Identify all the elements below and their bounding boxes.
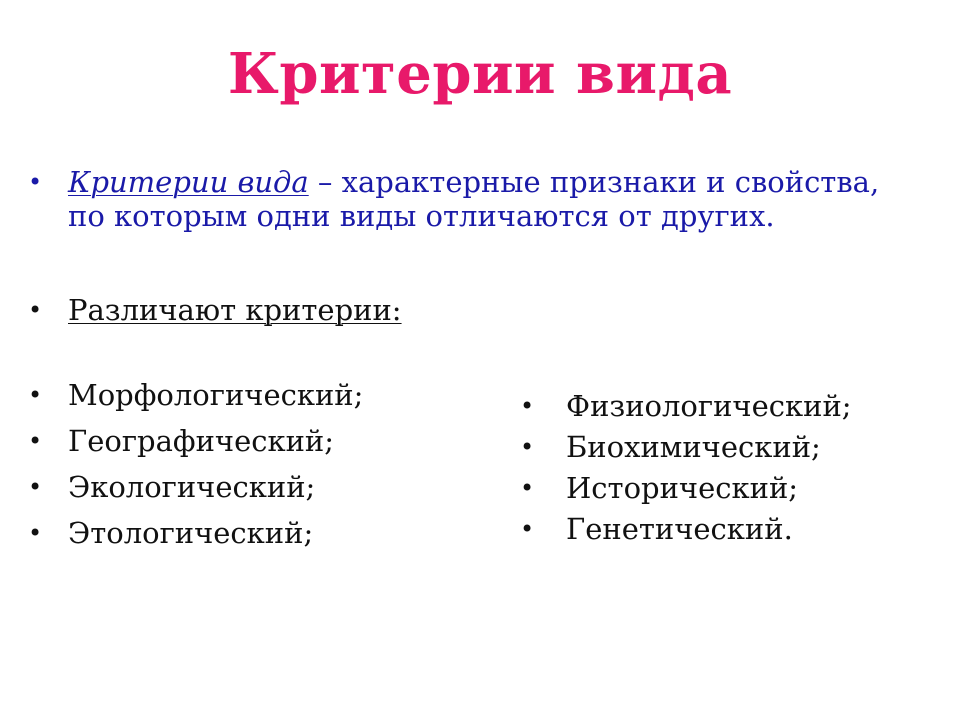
criterion-label: Морфологический; — [68, 378, 364, 412]
list-item — [28, 424, 468, 470]
criterion-label: Этологический; — [68, 516, 314, 550]
bullet-dot: • — [28, 427, 43, 455]
intro-text: Различают критерии: — [68, 293, 402, 327]
criteria-list-left — [28, 378, 468, 562]
definition-text — [68, 165, 908, 233]
list-item — [28, 378, 468, 424]
list-item — [520, 389, 920, 430]
criterion-label: Генетический. — [566, 512, 793, 546]
bullet-dot: • — [520, 474, 535, 502]
criterion-label: Исторический; — [566, 471, 799, 505]
bullet-dot: • — [28, 473, 43, 501]
criteria-list-right — [520, 389, 920, 553]
list-item — [28, 470, 468, 516]
list-item — [520, 430, 920, 471]
definition-term: Критерии вида — [68, 165, 309, 199]
bullet-dot: • — [520, 515, 535, 543]
definition-item — [28, 165, 908, 233]
criterion-label: Биохимический; — [566, 430, 821, 464]
intro-item — [28, 293, 908, 327]
list-item — [520, 512, 920, 553]
criterion-label: Экологический; — [68, 470, 316, 504]
bullet-dot: • — [520, 392, 535, 420]
bullet-dot: • — [28, 519, 43, 547]
bullet-dot: • — [520, 433, 535, 461]
list-item — [520, 471, 920, 512]
slide-title: Критерии вида — [227, 41, 733, 107]
bullet-dot: • — [28, 296, 43, 324]
criterion-label: Географический; — [68, 424, 335, 458]
definition-body: – характерные признаки и свойства, по которым одни виды отличаются от других. — [68, 165, 880, 233]
list-item — [28, 516, 468, 562]
bullet-dot: • — [28, 381, 43, 409]
bullet-dot: • — [28, 168, 43, 196]
criterion-label: Физиологический; — [566, 389, 852, 423]
